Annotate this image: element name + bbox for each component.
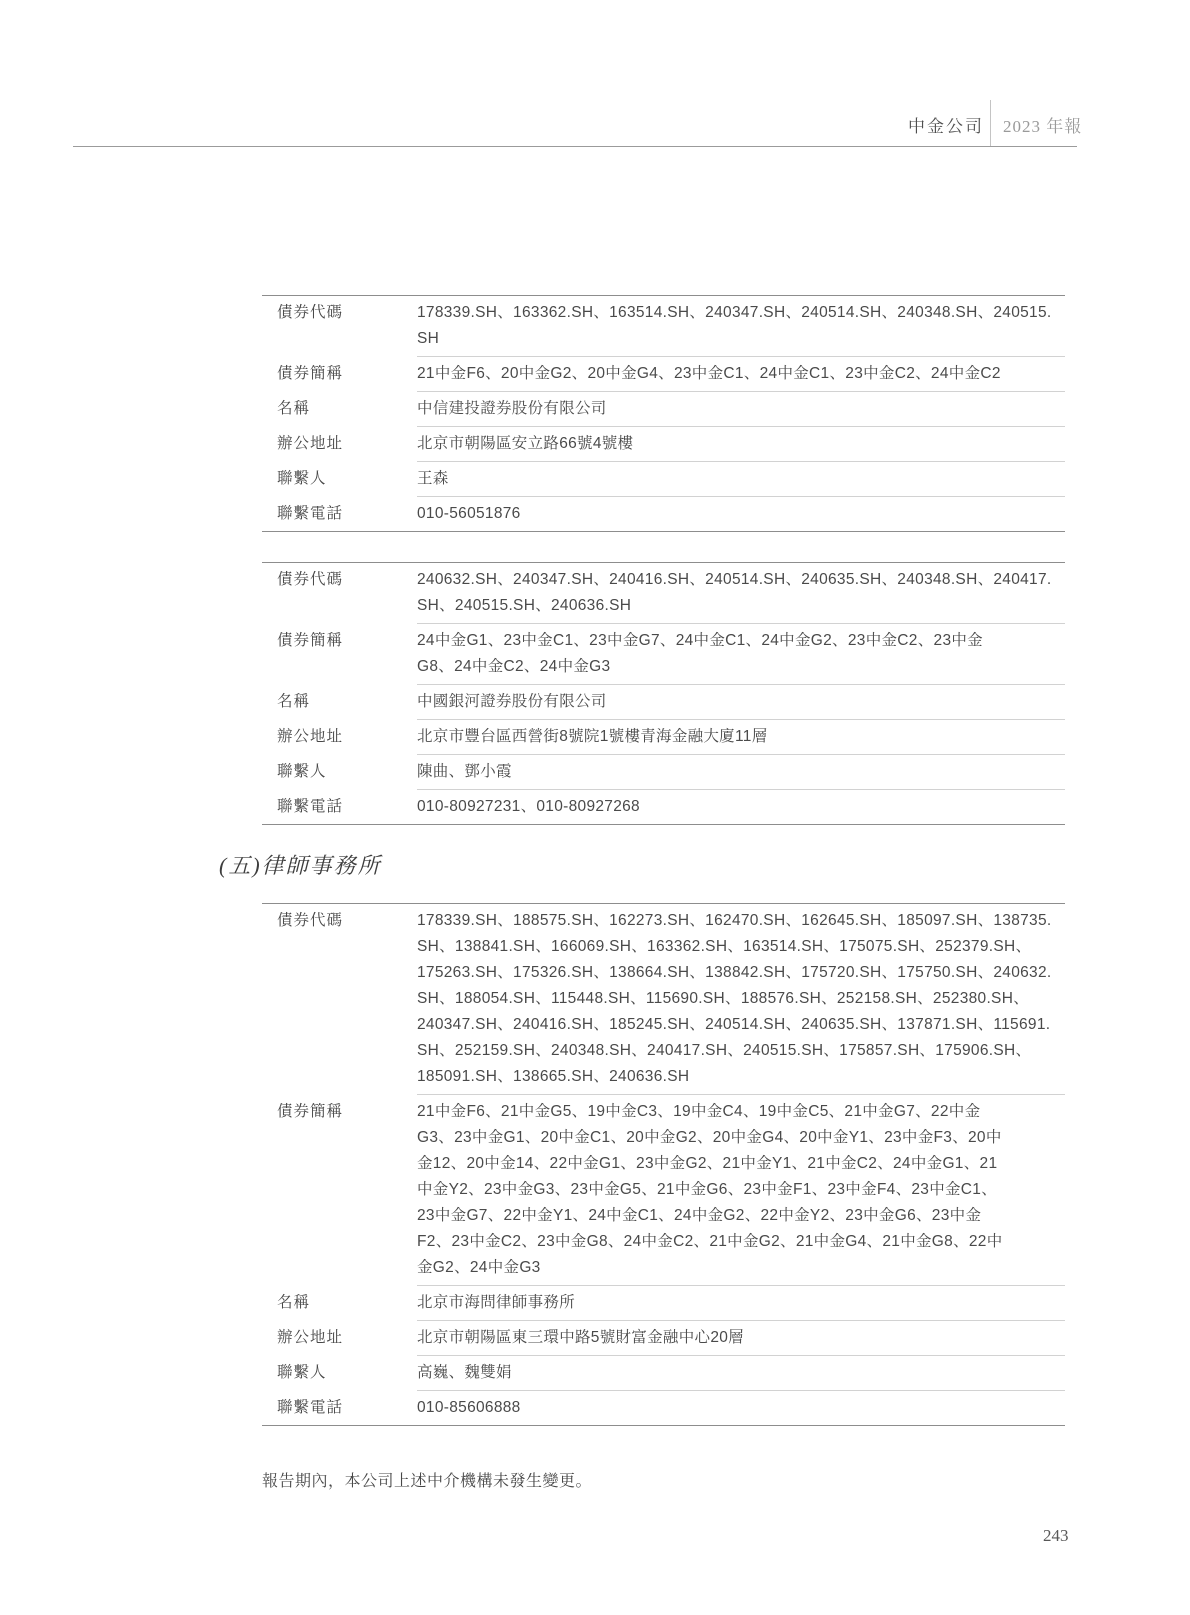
row-value: [417, 685, 1065, 720]
header-report-edition: 2023 年報: [1003, 117, 1083, 136]
value-line: F2、23中金C2、23中金G8、24中金C2、21中金G2、21中金G4、21中金G8、22中: [417, 1233, 1003, 1250]
table-row: [262, 1356, 1065, 1391]
table-row: [262, 563, 1065, 624]
row-label: 聯繫電話: [277, 505, 344, 522]
row-value: [417, 462, 1065, 497]
value-line: 北京市朝陽區安立路66號4號樓: [417, 435, 634, 452]
value-line: 金12、20中金14、22中金G1、23中金G2、21中金Y1、21中金C2、24中金G1、21: [417, 1155, 998, 1172]
closing-note: 報告期內，本公司上述中介機構未發生變更。: [262, 1473, 593, 1490]
row-label: 債券簡稱: [277, 365, 344, 382]
table-row: [262, 1321, 1065, 1356]
value-line: SH、240515.SH、240636.SH: [417, 597, 632, 614]
row-label: 聯繫人: [277, 1364, 327, 1381]
value-line: 金G2、24中金G3: [417, 1259, 541, 1276]
table-row: [262, 357, 1065, 392]
value-line: G3、23中金G1、20中金C1、20中金G2、20中金G4、20中金Y1、23中金F3、20中: [417, 1129, 1002, 1146]
value-line: 010-80927231、010-80927268: [417, 798, 640, 815]
value-line: SH、188054.SH、115448.SH、115690.SH、188576.SH、252158.SH、252380.SH、: [417, 990, 1029, 1007]
row-label: 聯繫電話: [277, 798, 344, 815]
row-value: [417, 1391, 1065, 1425]
value-line: 北京市海問律師事務所: [417, 1294, 576, 1311]
row-label: 債券代碼: [277, 571, 344, 588]
table-row: [262, 720, 1065, 755]
row-label: 債券簡稱: [277, 632, 344, 649]
header-company-name: 中金公司: [908, 117, 984, 136]
section-heading-law-firm: (五)律師事務所: [219, 853, 382, 878]
row-label: 債券簡稱: [277, 1103, 344, 1120]
row-value: [417, 1356, 1065, 1391]
value-line: 185091.SH、138665.SH、240636.SH: [417, 1068, 690, 1085]
value-line: 010-56051876: [417, 505, 521, 522]
table-row: [262, 1286, 1065, 1321]
value-line: 010-85606888: [417, 1399, 521, 1416]
intermediary-table-1: [262, 295, 1065, 532]
intermediary-table-2: [262, 562, 1065, 825]
row-label: 債券代碼: [277, 304, 344, 321]
header-divider: [990, 100, 991, 146]
row-value: [417, 392, 1065, 427]
row-label: 債券代碼: [277, 912, 344, 929]
value-line: 王森: [417, 470, 449, 487]
table-row: [262, 1391, 1065, 1425]
value-line: 中信建投證券股份有限公司: [417, 400, 607, 417]
table-row: [262, 296, 1065, 357]
table-row: [262, 755, 1065, 790]
value-line: 178339.SH、163362.SH、163514.SH、240347.SH、240514.SH、240348.SH、240515.: [417, 304, 1052, 321]
row-label: 聯繫電話: [277, 1399, 344, 1416]
row-value: [417, 624, 1065, 685]
table-row: [262, 427, 1065, 462]
row-value: [417, 296, 1065, 357]
row-value: [417, 1095, 1065, 1286]
row-value: [417, 357, 1065, 392]
row-value: [417, 755, 1065, 790]
table-row: [262, 904, 1065, 1095]
value-line: 高巍、魏雙娟: [417, 1364, 512, 1381]
value-line: 178339.SH、188575.SH、162273.SH、162470.SH、162645.SH、185097.SH、138735.: [417, 912, 1052, 929]
page-number: 243: [1043, 1526, 1069, 1545]
row-label: 名稱: [277, 1294, 311, 1311]
row-value: [417, 563, 1065, 624]
header-rule: [73, 146, 1077, 147]
table-row: [262, 685, 1065, 720]
value-line: 北京市豐台區西營街8號院1號樓青海金融大廈11層: [417, 728, 768, 745]
row-label: 聯繫人: [277, 763, 327, 780]
value-line: 23中金G7、22中金Y1、24中金C1、24中金G2、22中金Y2、23中金G6、23中金: [417, 1207, 982, 1224]
value-line: SH: [417, 330, 440, 347]
row-label: 聯繫人: [277, 470, 327, 487]
row-label: 名稱: [277, 400, 311, 417]
value-line: 175263.SH、175326.SH、138664.SH、138842.SH、175720.SH、175750.SH、240632.: [417, 964, 1052, 981]
table-row: [262, 1095, 1065, 1286]
table-row: [262, 462, 1065, 497]
row-value: [417, 1321, 1065, 1356]
value-line: 24中金G1、23中金C1、23中金G7、24中金C1、24中金G2、23中金C2、23中金: [417, 632, 983, 649]
value-line: SH、138841.SH、166069.SH、163362.SH、163514.SH、175075.SH、252379.SH、: [417, 938, 1032, 955]
table-row: [262, 624, 1065, 685]
row-value: [417, 427, 1065, 462]
row-label: 辦公地址: [277, 728, 344, 745]
row-value: [417, 790, 1065, 824]
value-line: 21中金F6、20中金G2、20中金G4、23中金C1、24中金C1、23中金C2、24中金C2: [417, 365, 1001, 382]
value-line: 中金Y2、23中金G3、23中金G5、21中金G6、23中金F1、23中金F4、23中金C1、: [417, 1181, 998, 1198]
row-value: [417, 904, 1065, 1095]
value-line: 中國銀河證券股份有限公司: [417, 693, 607, 710]
table-row: [262, 392, 1065, 427]
row-value: [417, 497, 1065, 531]
value-line: 北京市朝陽區東三環中路5號財富金融中心20層: [417, 1329, 744, 1346]
row-label: 辦公地址: [277, 1329, 344, 1346]
value-line: 陳曲、鄧小霞: [417, 763, 512, 780]
intermediary-table-3: [262, 903, 1065, 1426]
row-value: [417, 720, 1065, 755]
value-line: 21中金F6、21中金G5、19中金C3、19中金C4、19中金C5、21中金G7、22中金: [417, 1103, 981, 1120]
row-value: [417, 1286, 1065, 1321]
row-label: 辦公地址: [277, 435, 344, 452]
table-row: [262, 790, 1065, 824]
value-line: G8、24中金C2、24中金G3: [417, 658, 611, 675]
value-line: SH、252159.SH、240348.SH、240417.SH、240515.SH、175857.SH、175906.SH、: [417, 1042, 1032, 1059]
table-row: [262, 497, 1065, 531]
row-label: 名稱: [277, 693, 311, 710]
value-line: 240347.SH、240416.SH、185245.SH、240514.SH、240635.SH、137871.SH、115691.: [417, 1016, 1051, 1033]
value-line: 240632.SH、240347.SH、240416.SH、240514.SH、240635.SH、240348.SH、240417.: [417, 571, 1052, 588]
